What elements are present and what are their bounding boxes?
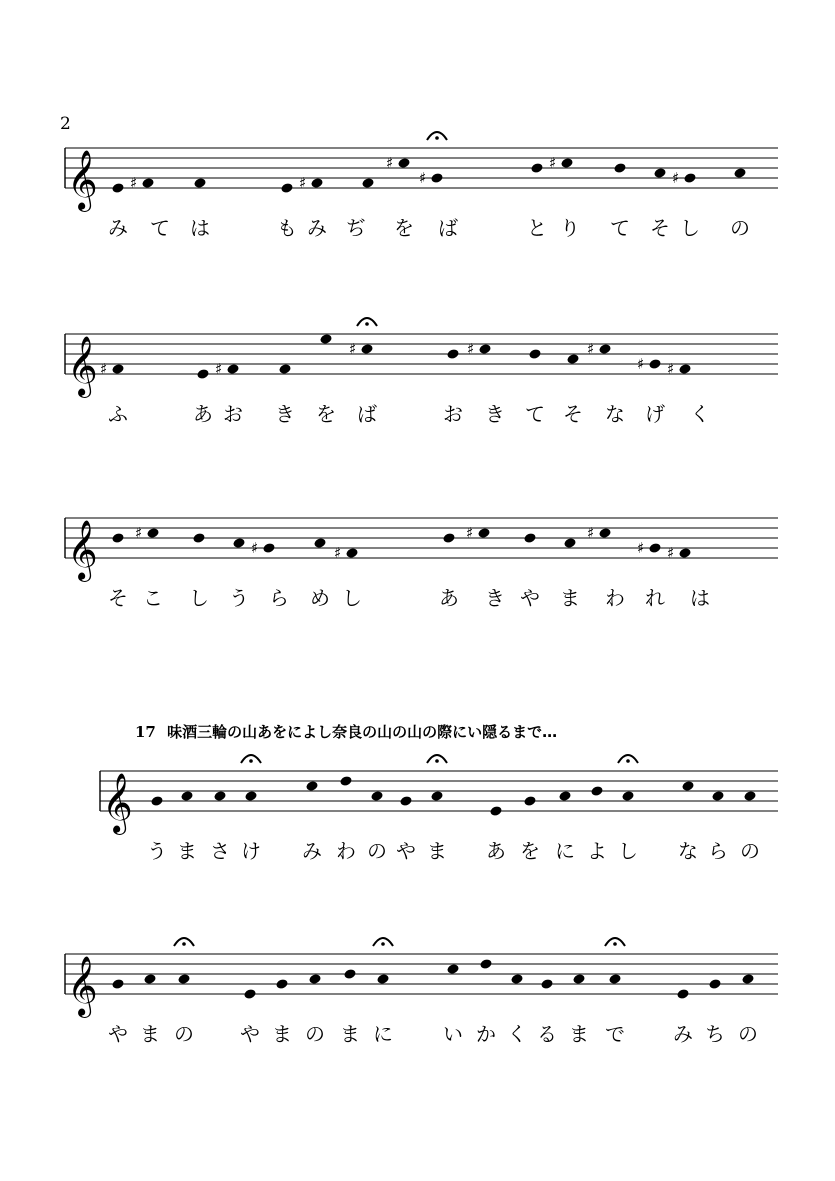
lyric-syllable: る	[537, 1022, 557, 1046]
sharp-icon: ♯	[667, 360, 675, 378]
note	[399, 795, 412, 807]
note	[232, 537, 245, 549]
sharp-icon: ♯	[386, 154, 394, 172]
treble-clef-icon: 𝄞	[67, 520, 98, 580]
notehead	[563, 537, 576, 549]
page-number: 2	[60, 114, 71, 134]
note	[667, 360, 692, 378]
sharp-icon: ♯	[100, 360, 108, 378]
notehead	[196, 368, 209, 380]
lyric-syllable: を	[394, 216, 414, 240]
note	[605, 938, 625, 985]
notehead	[360, 343, 373, 355]
notehead	[213, 790, 226, 802]
lyrics-line	[0, 582, 835, 612]
notehead	[558, 790, 571, 802]
note	[215, 360, 240, 378]
lyric-syllable: ま	[272, 1022, 292, 1046]
lyric-syllable: で	[605, 1022, 625, 1046]
notehead	[613, 162, 626, 174]
notehead	[193, 177, 206, 189]
note	[180, 790, 193, 802]
notehead	[430, 172, 443, 184]
notehead	[361, 177, 374, 189]
lyric-syllable: よ	[587, 839, 607, 863]
note	[278, 363, 291, 375]
lyric-syllable: を	[316, 402, 336, 426]
notehead	[370, 790, 383, 802]
note	[549, 154, 574, 172]
notehead	[653, 167, 666, 179]
note	[192, 532, 205, 544]
notehead	[232, 537, 245, 549]
sharp-icon: ♯	[419, 169, 427, 187]
lyric-syllable: に	[373, 1022, 393, 1046]
sharp-icon: ♯	[466, 524, 474, 542]
lyric-syllable: ら	[269, 586, 289, 610]
lyric-syllable: や	[396, 839, 416, 863]
notehead	[678, 547, 691, 559]
note	[587, 524, 612, 542]
notehead	[478, 343, 491, 355]
note	[100, 360, 125, 378]
note	[334, 544, 359, 562]
note	[386, 154, 411, 172]
lyric-syllable: の	[740, 839, 760, 863]
lyric-syllable: ぢ	[346, 216, 366, 240]
lyric-syllable: け	[241, 839, 261, 863]
fermata-dot	[182, 942, 186, 946]
notehead	[648, 542, 661, 554]
lyric-syllable: し	[342, 586, 362, 610]
notehead	[708, 978, 721, 990]
note	[442, 532, 455, 544]
sharp-icon: ♯	[130, 174, 138, 192]
note	[733, 167, 746, 179]
fermata-dot	[435, 136, 439, 140]
lyric-syllable: ま	[340, 1022, 360, 1046]
staff-system	[0, 148, 835, 240]
note	[528, 348, 541, 360]
lyric-syllable: も	[277, 216, 297, 240]
note	[349, 318, 377, 358]
staff-system	[0, 518, 835, 610]
lyric-syllable: の	[738, 1022, 758, 1046]
note	[676, 988, 689, 1000]
note	[708, 978, 721, 990]
note	[523, 532, 536, 544]
sharp-icon: ♯	[467, 340, 475, 358]
lyric-syllable: し	[618, 839, 638, 863]
notehead	[442, 532, 455, 544]
notehead	[598, 343, 611, 355]
notehead	[648, 358, 661, 370]
lyric-syllable: き	[485, 402, 505, 426]
lyric-syllable: お	[443, 402, 463, 426]
note	[339, 775, 352, 787]
treble-clef-icon: 𝄞	[67, 336, 98, 396]
notehead	[446, 348, 459, 360]
notehead	[376, 973, 389, 985]
notehead	[397, 157, 410, 169]
lyric-syllable: き	[485, 586, 505, 610]
sharp-icon: ♯	[637, 539, 645, 557]
staff-system	[0, 334, 835, 426]
lyric-syllable: さ	[210, 839, 230, 863]
notehead	[275, 978, 288, 990]
sharp-icon: ♯	[334, 544, 342, 562]
section-number: 17	[135, 723, 156, 741]
lyric-syllable: や	[240, 1022, 260, 1046]
sharp-icon: ♯	[667, 544, 675, 562]
notehead	[560, 157, 573, 169]
sharp-icon: ♯	[215, 360, 223, 378]
lyric-syllable: め	[310, 586, 330, 610]
lyric-syllable: て	[150, 216, 170, 240]
lyrics-line	[0, 835, 835, 865]
lyric-syllable: う	[147, 839, 167, 863]
note	[280, 182, 293, 194]
note	[558, 790, 571, 802]
lyric-syllable: ま	[140, 1022, 160, 1046]
notehead	[262, 542, 275, 554]
notehead	[150, 795, 163, 807]
note	[572, 973, 585, 985]
lyric-syllable: ふ	[108, 402, 128, 426]
notehead	[177, 973, 190, 985]
lyric-syllable: し	[680, 216, 700, 240]
note	[446, 963, 459, 975]
staff-system	[0, 771, 835, 863]
lyric-syllable: に	[555, 839, 575, 863]
note	[540, 978, 553, 990]
note	[174, 938, 194, 985]
sharp-icon: ♯	[672, 169, 680, 187]
lyric-syllable: こ	[143, 586, 163, 610]
note	[373, 938, 393, 985]
lyric-syllable: ば	[438, 216, 458, 240]
notehead	[678, 363, 691, 375]
note	[667, 544, 692, 562]
staff-system	[0, 954, 835, 1046]
sharp-icon: ♯	[587, 524, 595, 542]
notehead	[621, 790, 634, 802]
note	[489, 805, 502, 817]
fermata-dot	[249, 759, 253, 763]
note	[305, 780, 318, 792]
lyric-syllable: や	[520, 586, 540, 610]
notehead	[608, 973, 621, 985]
note	[193, 177, 206, 189]
note	[243, 988, 256, 1000]
note	[241, 755, 261, 802]
notehead	[590, 785, 603, 797]
notehead	[479, 958, 492, 970]
lyric-syllable: の	[730, 216, 750, 240]
note	[308, 973, 321, 985]
notehead	[477, 527, 490, 539]
note	[466, 524, 491, 542]
note	[275, 978, 288, 990]
notehead	[566, 353, 579, 365]
notehead	[111, 363, 124, 375]
lyric-syllable: あ	[486, 839, 506, 863]
notehead	[146, 527, 159, 539]
lyric-syllable: ま	[177, 839, 197, 863]
note	[587, 340, 612, 358]
note	[111, 978, 124, 990]
notehead	[540, 978, 553, 990]
lyric-syllable: は	[690, 586, 710, 610]
note	[618, 755, 638, 802]
note	[681, 780, 694, 792]
lyric-syllable: な	[678, 839, 698, 863]
lyric-syllable: ち	[705, 1022, 725, 1046]
fermata-dot	[626, 759, 630, 763]
lyric-syllable: の	[305, 1022, 325, 1046]
note	[479, 958, 492, 970]
lyric-syllable: ら	[708, 839, 728, 863]
notehead	[683, 172, 696, 184]
note	[319, 333, 332, 345]
note	[143, 973, 156, 985]
notehead	[313, 537, 326, 549]
notehead	[141, 177, 154, 189]
lyric-syllable: み	[673, 1022, 693, 1046]
note	[711, 790, 724, 802]
notehead	[489, 805, 502, 817]
section-title-text: 味酒三輪の山あをによし奈良の山の山の際にい隠るまで…	[167, 723, 558, 741]
lyric-syllable: り	[560, 216, 580, 240]
treble-clef-icon: 𝄞	[102, 773, 133, 833]
note	[427, 755, 447, 802]
notehead	[192, 532, 205, 544]
lyric-syllable: く	[507, 1022, 527, 1046]
note	[743, 790, 756, 802]
treble-clef-icon: 𝄞	[67, 150, 98, 210]
lyric-syllable: し	[189, 586, 209, 610]
note	[653, 167, 666, 179]
notehead	[180, 790, 193, 802]
section-title	[135, 721, 557, 742]
lyric-syllable: み	[307, 216, 327, 240]
notehead	[278, 363, 291, 375]
lyric-syllable: そ	[650, 216, 670, 240]
sharp-icon: ♯	[349, 340, 357, 358]
sharp-icon: ♯	[251, 539, 259, 557]
note	[446, 348, 459, 360]
lyric-syllable: や	[108, 1022, 128, 1046]
lyric-syllable: ば	[357, 402, 377, 426]
notehead	[143, 973, 156, 985]
lyric-syllable: て	[525, 402, 545, 426]
note	[111, 182, 124, 194]
fermata-dot	[613, 942, 617, 946]
note	[741, 973, 754, 985]
lyric-syllable: か	[476, 1022, 496, 1046]
notehead	[111, 532, 124, 544]
lyric-syllable: み	[302, 839, 322, 863]
notehead	[523, 532, 536, 544]
notehead	[111, 978, 124, 990]
notehead	[743, 790, 756, 802]
note	[343, 968, 356, 980]
note	[313, 537, 326, 549]
fermata-dot	[381, 942, 385, 946]
lyric-syllable: の	[367, 839, 387, 863]
notehead	[446, 963, 459, 975]
lyric-syllable: の	[174, 1022, 194, 1046]
lyric-syllable: お	[223, 402, 243, 426]
notehead	[676, 988, 689, 1000]
notehead	[339, 775, 352, 787]
note	[370, 790, 383, 802]
notehead	[111, 182, 124, 194]
lyric-syllable: な	[605, 402, 625, 426]
lyric-syllable: を	[520, 839, 540, 863]
sharp-icon: ♯	[135, 524, 143, 542]
sharp-icon: ♯	[587, 340, 595, 358]
note	[510, 973, 523, 985]
lyric-syllable: げ	[645, 402, 665, 426]
notehead	[528, 348, 541, 360]
lyrics-line	[0, 212, 835, 242]
notehead	[399, 795, 412, 807]
notehead	[343, 968, 356, 980]
notehead	[345, 547, 358, 559]
notehead	[510, 973, 523, 985]
note	[467, 340, 492, 358]
lyrics-line	[0, 398, 835, 428]
lyric-syllable: ま	[427, 839, 447, 863]
notehead	[681, 780, 694, 792]
notehead	[319, 333, 332, 345]
notehead	[310, 177, 323, 189]
note	[299, 174, 324, 192]
fermata-dot	[435, 759, 439, 763]
lyric-syllable: き	[275, 402, 295, 426]
note	[566, 353, 579, 365]
lyrics-line	[0, 1018, 835, 1048]
lyric-syllable: て	[610, 216, 630, 240]
lyric-syllable: み	[108, 216, 128, 240]
notehead	[598, 527, 611, 539]
lyric-syllable: あ	[193, 402, 213, 426]
note	[523, 795, 536, 807]
note	[563, 537, 576, 549]
lyric-syllable: は	[190, 216, 210, 240]
notehead	[308, 973, 321, 985]
note	[361, 177, 374, 189]
notehead	[530, 162, 543, 174]
note	[530, 162, 543, 174]
notehead	[523, 795, 536, 807]
note	[213, 790, 226, 802]
notehead	[572, 973, 585, 985]
note	[150, 795, 163, 807]
note	[419, 132, 447, 187]
note	[111, 532, 124, 544]
note	[196, 368, 209, 380]
notehead	[243, 988, 256, 1000]
notehead	[430, 790, 443, 802]
sharp-icon: ♯	[637, 355, 645, 373]
notehead	[280, 182, 293, 194]
notehead	[711, 790, 724, 802]
sharp-icon: ♯	[299, 174, 307, 192]
note	[590, 785, 603, 797]
notehead	[733, 167, 746, 179]
lyric-syllable: そ	[108, 586, 128, 610]
lyric-syllable: わ	[605, 586, 625, 610]
lyric-syllable: わ	[336, 839, 356, 863]
note	[613, 162, 626, 174]
notehead	[226, 363, 239, 375]
note	[135, 524, 160, 542]
lyric-syllable: れ	[645, 586, 665, 610]
lyric-syllable: ま	[569, 1022, 589, 1046]
lyric-syllable: そ	[563, 402, 583, 426]
fermata-dot	[365, 322, 369, 326]
lyric-syllable: い	[443, 1022, 463, 1046]
lyric-syllable: ま	[560, 586, 580, 610]
lyric-syllable: く	[690, 402, 710, 426]
treble-clef-icon: 𝄞	[67, 956, 98, 1016]
notehead	[741, 973, 754, 985]
lyric-syllable: あ	[439, 586, 459, 610]
lyric-syllable: と	[527, 216, 547, 240]
notehead	[244, 790, 257, 802]
lyric-syllable: う	[229, 586, 249, 610]
note	[130, 174, 155, 192]
sharp-icon: ♯	[549, 154, 557, 172]
notehead	[305, 780, 318, 792]
